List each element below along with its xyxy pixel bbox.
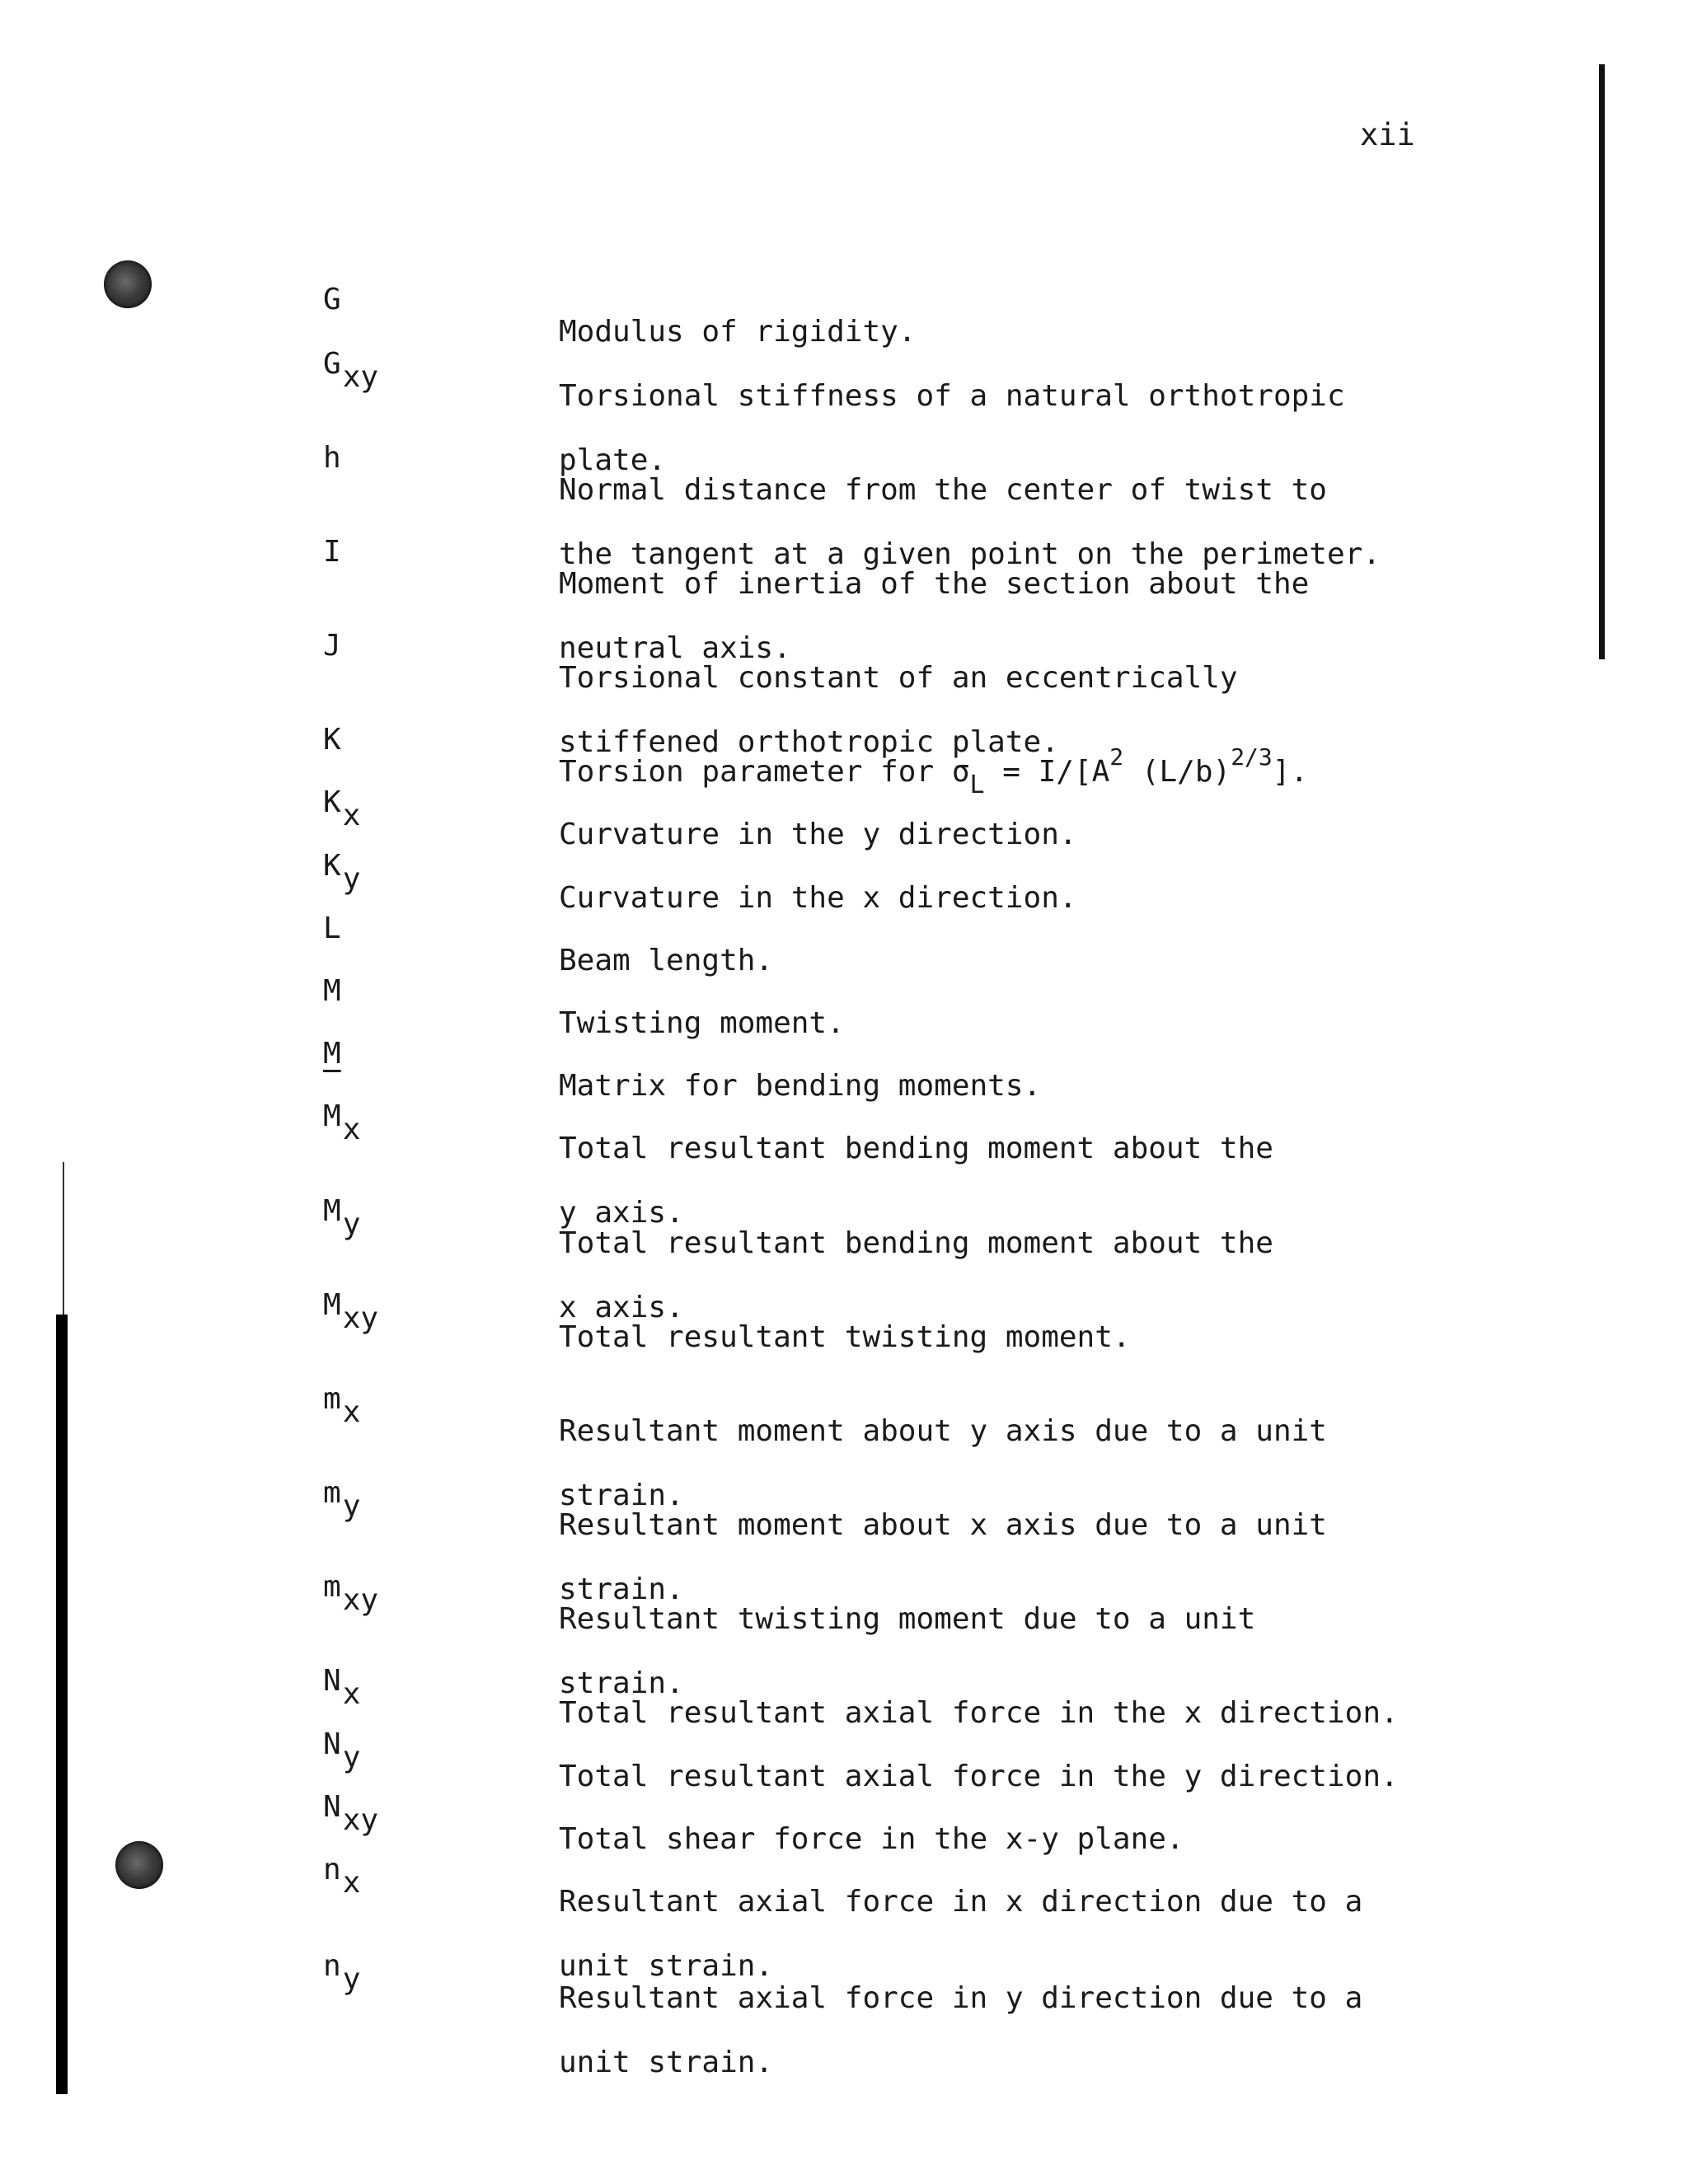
- symbol: h: [323, 441, 341, 475]
- symbol: Nxy: [323, 1790, 379, 1837]
- definition: Matrix for bending moments.: [559, 1069, 1042, 1103]
- scan-edge-left: [56, 1315, 68, 2094]
- definition: Beam length.: [559, 944, 774, 977]
- definition: Resultant axial force in y direction due to a unit strain.: [559, 1981, 1363, 2079]
- definition: Torsional stiffness of a natural orthotropic plate.: [559, 379, 1345, 477]
- binder-hole-top: [104, 260, 152, 308]
- symbol: K: [323, 723, 341, 757]
- symbol: Ky: [323, 849, 361, 896]
- scan-edge-right: [1599, 64, 1605, 659]
- symbol: Mxy: [323, 1288, 379, 1335]
- symbol: Mx: [323, 1099, 361, 1146]
- definition: Twisting moment.: [559, 1006, 845, 1040]
- definition: Moment of inertia of the section about the neutral axis.: [559, 567, 1310, 665]
- definition: Total resultant axial force in the y direction.: [559, 1760, 1399, 1793]
- symbol: J: [323, 629, 341, 663]
- sigma-symbol: σ: [951, 755, 970, 789]
- binder-hole-bottom: [115, 1841, 163, 1889]
- symbol: My: [323, 1194, 361, 1241]
- symbol: M: [323, 1037, 341, 1071]
- definition: Resultant moment about y axis due to a unit strain.: [559, 1414, 1327, 1512]
- symbol: mx: [323, 1382, 361, 1429]
- definition: Resultant axial force in x direction due to a unit strain.: [559, 1885, 1363, 1983]
- symbol: G: [323, 283, 341, 316]
- symbol: ny: [323, 1949, 361, 1996]
- definition: Resultant twisting moment due to a unit strain.: [559, 1602, 1256, 1700]
- symbol: nx: [323, 1853, 361, 1900]
- definition: Total resultant bending moment about the y axis.: [559, 1132, 1273, 1230]
- definition: Torsion parameter for $\sigma_L = I/[A^2$ $(L/b)^{2/3}$].: [559, 743, 1309, 799]
- definition: Total resultant bending moment about the x axis.: [559, 1226, 1273, 1324]
- definition: Total resultant twisting moment.: [559, 1320, 1131, 1354]
- symbol: Kx: [323, 785, 361, 832]
- symbol: my: [323, 1476, 361, 1523]
- symbol: M: [323, 974, 341, 1008]
- symbol: mxy: [323, 1570, 379, 1617]
- definition: Normal distance from the center of twist to the tangent at a given point on the perimeter.: [559, 473, 1381, 571]
- definition: Curvature in the y direction.: [559, 818, 1077, 851]
- definition: Curvature in the x direction.: [559, 881, 1077, 915]
- definition: Resultant moment about x axis due to a unit strain.: [559, 1508, 1327, 1606]
- definition: Modulus of rigidity.: [559, 315, 917, 349]
- scan-edge-left-thin: [63, 1162, 64, 1319]
- symbol: Nx: [323, 1664, 361, 1711]
- symbol: Ny: [323, 1727, 361, 1774]
- symbol: L: [323, 912, 341, 945]
- definition: Torsional constant of an eccentrically stiffened orthotropic plate.: [559, 661, 1238, 759]
- symbol: I: [323, 535, 341, 569]
- symbol: Gxy: [323, 347, 379, 394]
- page-number: xii: [1360, 117, 1415, 152]
- definition: Total resultant axial force in the x direction.: [559, 1696, 1399, 1730]
- definition: Total shear force in the x-y plane.: [559, 1822, 1184, 1856]
